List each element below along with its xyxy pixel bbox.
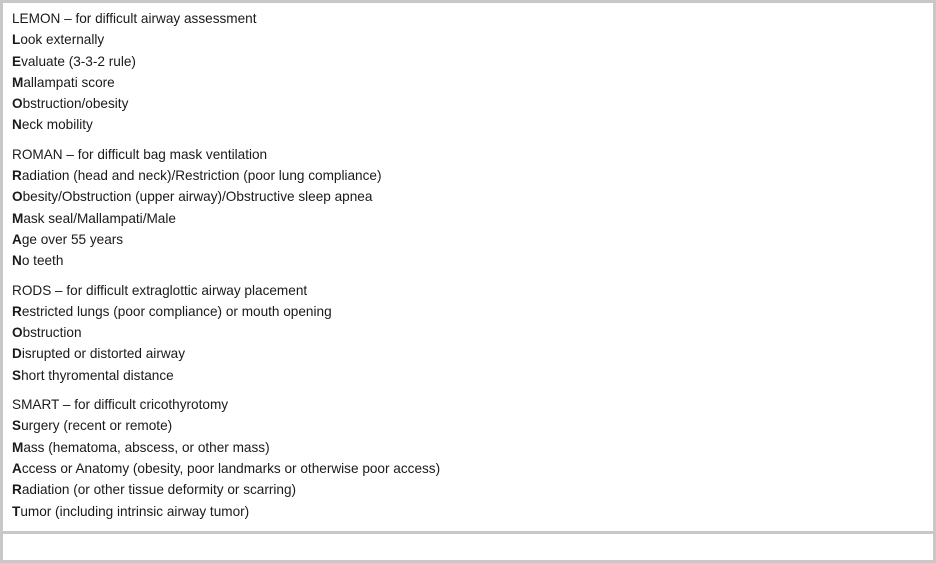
mnemonic-letter: S — [12, 367, 22, 383]
mnemonic-item — [12, 343, 440, 364]
mnemonic-section — [12, 280, 440, 386]
mnemonic-letter: R — [12, 303, 22, 319]
mnemonic-text: bstruction — [22, 325, 82, 341]
mnemonic-item — [12, 165, 440, 186]
mnemonic-letter: E — [12, 53, 22, 69]
mnemonic-letter: O — [12, 96, 23, 112]
mnemonic-text: ask seal/Mallampati/Male — [23, 210, 176, 226]
mnemonic-text: ge over 55 years — [21, 231, 124, 247]
mnemonic-text: bstruction/obesity — [22, 96, 129, 112]
mnemonic-letter: O — [12, 189, 23, 205]
section-title: LEMON – for difficult airway assessment — [12, 11, 257, 26]
mnemonic-letter: R — [12, 168, 22, 184]
mnemonic-letter: M — [12, 74, 24, 90]
mnemonic-letter: L — [12, 32, 21, 48]
mnemonic-text: eck mobility — [21, 117, 93, 133]
mnemonic-text: umor (including intrinsic airway tumor) — [20, 503, 250, 519]
mnemonic-item — [12, 250, 440, 271]
mnemonic-item — [12, 186, 440, 207]
mnemonic-section — [12, 8, 440, 136]
mnemonic-letter: T — [12, 503, 21, 519]
mnemonic-text: isrupted or distorted airway — [21, 346, 186, 362]
mnemonic-letter: M — [12, 439, 24, 455]
mnemonic-table-body — [3, 3, 933, 531]
table-frame — [3, 3, 933, 560]
section-title: SMART – for difficult cricothyrotomy — [12, 397, 229, 413]
section-title: RODS – for difficult extraglottic airway placement — [12, 282, 308, 298]
mnemonic-item — [12, 322, 440, 343]
mnemonic-text: ass (hematoma, abscess, or other mass) — [23, 439, 270, 455]
mnemonic-text: adiation (or other tissue deformity or scarring) — [21, 482, 297, 498]
mnemonic-item — [12, 51, 440, 72]
mnemonic-text: ccess or Anatomy (obesity, poor landmarks or otherwise poor access) — [21, 460, 441, 476]
mnemonic-letter: A — [12, 460, 22, 476]
mnemonic-item — [12, 301, 440, 322]
mnemonic-text: besity/Obstruction (upper airway)/Obstructive sleep apnea — [22, 189, 373, 205]
section-title: ROMAN – for difficult bag mask ventilation — [12, 146, 268, 162]
mnemonic-item — [12, 229, 440, 250]
mnemonic-item — [12, 365, 440, 386]
mnemonic-text: urgery (recent or remote) — [21, 418, 173, 434]
mnemonic-letter: N — [12, 253, 22, 269]
mnemonic-item — [12, 501, 440, 522]
mnemonic-item — [12, 437, 440, 458]
mnemonic-text: o teeth — [21, 253, 64, 269]
mnemonic-letter: M — [12, 210, 24, 226]
mnemonic-item — [12, 114, 440, 135]
mnemonic-letter: S — [12, 418, 22, 434]
mnemonic-item — [12, 458, 440, 479]
mnemonic-item — [12, 479, 440, 500]
mnemonic-text: adiation (head and neck)/Restriction (poor lung compliance) — [21, 168, 382, 184]
mnemonic-text: valuate (3-3-2 rule) — [21, 53, 136, 69]
mnemonic-item — [12, 93, 440, 114]
table-footer-row — [3, 534, 933, 560]
mnemonic-item — [12, 72, 440, 93]
mnemonic-letter: R — [12, 482, 22, 498]
mnemonic-letter: O — [12, 325, 23, 341]
mnemonic-item — [12, 208, 440, 229]
mnemonic-letter: A — [12, 231, 22, 247]
mnemonic-section — [12, 144, 440, 272]
mnemonic-section — [12, 394, 440, 522]
mnemonic-letter: N — [12, 117, 22, 133]
mnemonic-letter: D — [12, 346, 22, 362]
mnemonic-text: estricted lungs (poor compliance) or mouth opening — [21, 303, 332, 319]
mnemonic-text: hort thyromental distance — [21, 367, 174, 383]
mnemonic-text: allampati score — [23, 74, 115, 90]
mnemonic-item — [12, 29, 440, 50]
mnemonic-list — [12, 8, 440, 530]
mnemonic-item — [12, 415, 440, 436]
mnemonic-text: ook externally — [20, 32, 105, 48]
